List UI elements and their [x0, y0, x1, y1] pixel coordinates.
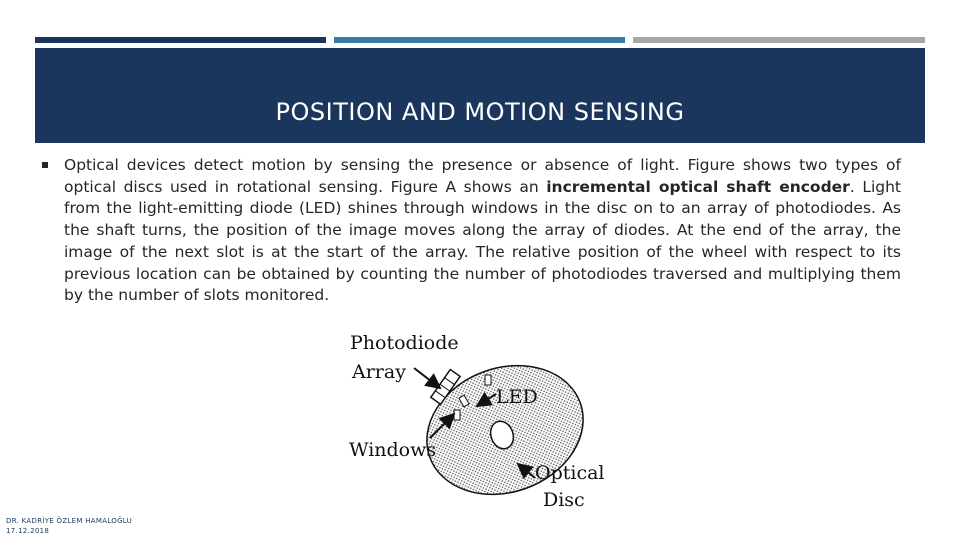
label-led: LED [496, 386, 538, 408]
accent-strip-dark [35, 37, 326, 43]
label-disc: Disc [543, 489, 585, 511]
window-slot-1 [485, 375, 491, 385]
footer-author: DR. KADRİYE ÖZLEM HAMALOĞLU [6, 517, 133, 525]
body-text-bold: incremental optical shaft encoder [546, 177, 850, 196]
window-slot-2 [454, 410, 460, 420]
label-photodiode: Photodiode [350, 332, 459, 354]
title-band [35, 48, 925, 143]
body-paragraph [64, 155, 901, 307]
footer [6, 516, 132, 536]
label-optical: Optical [535, 462, 605, 484]
bullet-marker [42, 162, 48, 168]
body-text-part-1: Optical devices detect motion by sensing the presence or absence of light. Figure shows two types of optical discs used in rotational sensing. Figure A shows an [64, 156, 901, 196]
encoder-figure [330, 330, 620, 530]
accent-strip-gray [633, 37, 925, 43]
accent-strip-blue [334, 37, 625, 43]
label-windows: Windows [349, 439, 437, 461]
slide-title: POSITION AND MOTION SENSING [275, 98, 685, 126]
footer-date: 17.12.2018 [6, 527, 50, 535]
arrow-to-array [414, 368, 440, 388]
body-text-part-2: . Light from the light-emitting diode (LED) shines through windows in the disc on to an array of photodiodes. As the shaft turns, the position of the image moves along the array of diodes. At the end of the array, the image of the next slot is at the start of the array. The relative position of the wheel with respect to its previous location can be obtained by counting the number of photodiodes traversed and multiplying them by the number of slots monitored. [64, 177, 901, 305]
label-array: Array [352, 361, 406, 383]
